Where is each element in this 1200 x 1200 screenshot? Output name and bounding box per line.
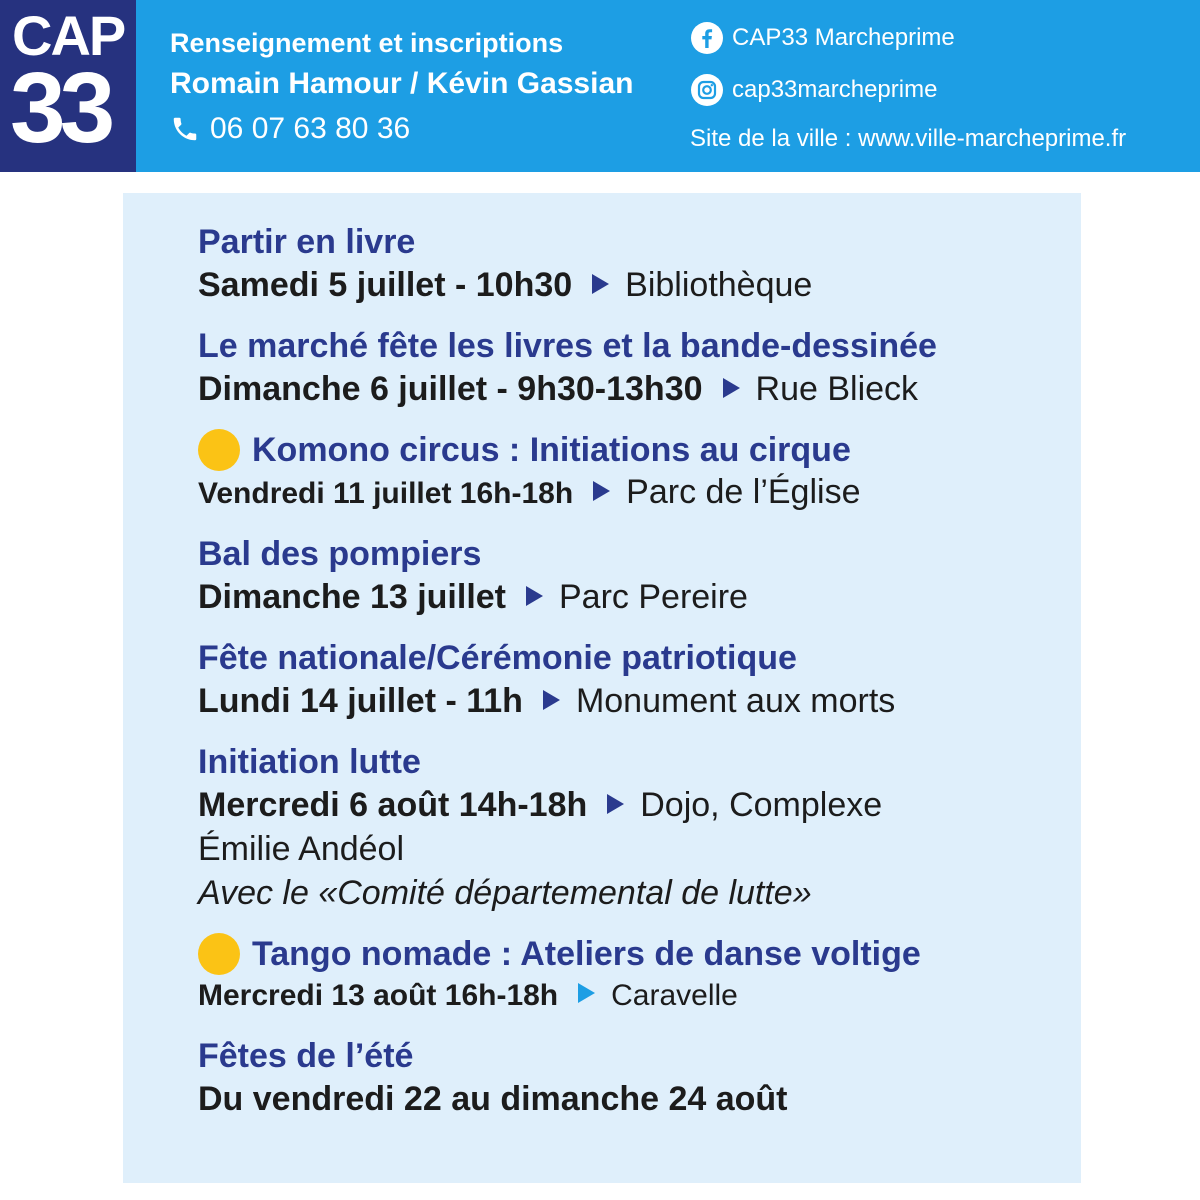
city-website-link[interactable]: Site de la ville : www.ville-marcheprime.fr bbox=[690, 125, 1127, 152]
event-title: Fêtes de l’été bbox=[198, 1037, 414, 1075]
event-item bbox=[198, 1035, 1058, 1121]
event-place: Dojo, Complexe Émilie Andéol bbox=[198, 786, 883, 868]
phone-number: 06 07 63 80 36 bbox=[210, 112, 411, 145]
event-item bbox=[198, 325, 1058, 411]
play-arrow-icon bbox=[592, 274, 609, 294]
instagram-icon bbox=[690, 73, 724, 107]
event-place: Bibliothèque bbox=[625, 266, 813, 304]
event-date: Vendredi 11 juillet 16h-18h bbox=[198, 477, 574, 510]
play-arrow-icon bbox=[607, 794, 624, 814]
event-note: Avec le «Comité départemental de lutte» bbox=[198, 874, 812, 912]
instagram-label: cap33marcheprime bbox=[732, 76, 938, 103]
event-title: Le marché fête les livres et la bande-dessinée bbox=[198, 327, 937, 365]
contact-label: Renseignement et inscriptions bbox=[170, 28, 564, 58]
facebook-label: CAP33 Marcheprime bbox=[732, 24, 955, 51]
event-place: Parc de l’Église bbox=[626, 473, 861, 511]
logo-text-bottom: 33 bbox=[10, 52, 110, 164]
event-date: Dimanche 6 juillet - 9h30-13h30 bbox=[198, 370, 703, 408]
contact-block bbox=[170, 24, 633, 152]
logo-text-top: CAP bbox=[12, 4, 125, 67]
event-date: Lundi 14 juillet - 11h bbox=[198, 682, 523, 720]
event-date: Samedi 5 juillet - 10h30 bbox=[198, 266, 573, 304]
instagram-link[interactable] bbox=[690, 70, 1126, 110]
event-title: Fête nationale/Cérémonie patriotique bbox=[198, 639, 797, 677]
event-date: Du vendredi 22 au dimanche 24 août bbox=[198, 1080, 788, 1118]
event-place: Monument aux morts bbox=[575, 682, 896, 720]
yellow-dot-icon bbox=[198, 933, 240, 975]
event-title: Komono circus : Initiations au cirque bbox=[252, 431, 851, 469]
events-list bbox=[198, 221, 1058, 1139]
event-item bbox=[198, 429, 1058, 515]
event-title-row bbox=[198, 933, 1058, 975]
event-details bbox=[198, 1077, 1058, 1121]
event-date: Mercredi 6 août 14h-18h bbox=[198, 786, 588, 824]
facebook-icon bbox=[690, 21, 724, 55]
event-date: Mercredi 13 août 16h-18h bbox=[198, 979, 559, 1012]
social-block bbox=[690, 18, 1126, 156]
event-details bbox=[198, 975, 1058, 1017]
event-place: Caravelle bbox=[611, 979, 738, 1012]
header-banner bbox=[0, 0, 1200, 172]
play-arrow-icon bbox=[578, 983, 595, 1003]
event-item bbox=[198, 741, 1058, 915]
event-item bbox=[198, 933, 1058, 1017]
event-place: Rue Blieck bbox=[755, 370, 919, 408]
play-arrow-icon bbox=[593, 481, 610, 501]
event-title: Initiation lutte bbox=[198, 743, 421, 781]
event-details bbox=[198, 367, 1058, 411]
event-date: Dimanche 13 juillet bbox=[198, 578, 506, 616]
contact-phone[interactable] bbox=[170, 106, 633, 152]
events-panel bbox=[123, 193, 1081, 1183]
contact-names: Romain Hamour / Kévin Gassian bbox=[170, 67, 634, 100]
event-item bbox=[198, 533, 1058, 619]
event-details bbox=[198, 471, 1058, 515]
event-title: Tango nomade : Ateliers de danse voltige bbox=[252, 935, 921, 973]
event-details bbox=[198, 679, 1058, 723]
yellow-dot-icon bbox=[198, 429, 240, 471]
event-details bbox=[198, 783, 978, 871]
facebook-link[interactable] bbox=[690, 18, 1126, 58]
event-item bbox=[198, 637, 1058, 723]
event-title: Bal des pompiers bbox=[198, 535, 482, 573]
play-arrow-icon bbox=[723, 378, 740, 398]
event-title-row bbox=[198, 429, 1058, 471]
play-arrow-icon bbox=[543, 690, 560, 710]
event-details bbox=[198, 263, 1058, 307]
event-details bbox=[198, 575, 1058, 619]
play-arrow-icon bbox=[526, 586, 543, 606]
event-item bbox=[198, 221, 1058, 307]
phone-icon bbox=[170, 114, 200, 144]
cap33-logo bbox=[0, 0, 136, 172]
event-place: Parc Pereire bbox=[559, 578, 748, 616]
event-title: Partir en livre bbox=[198, 223, 416, 261]
